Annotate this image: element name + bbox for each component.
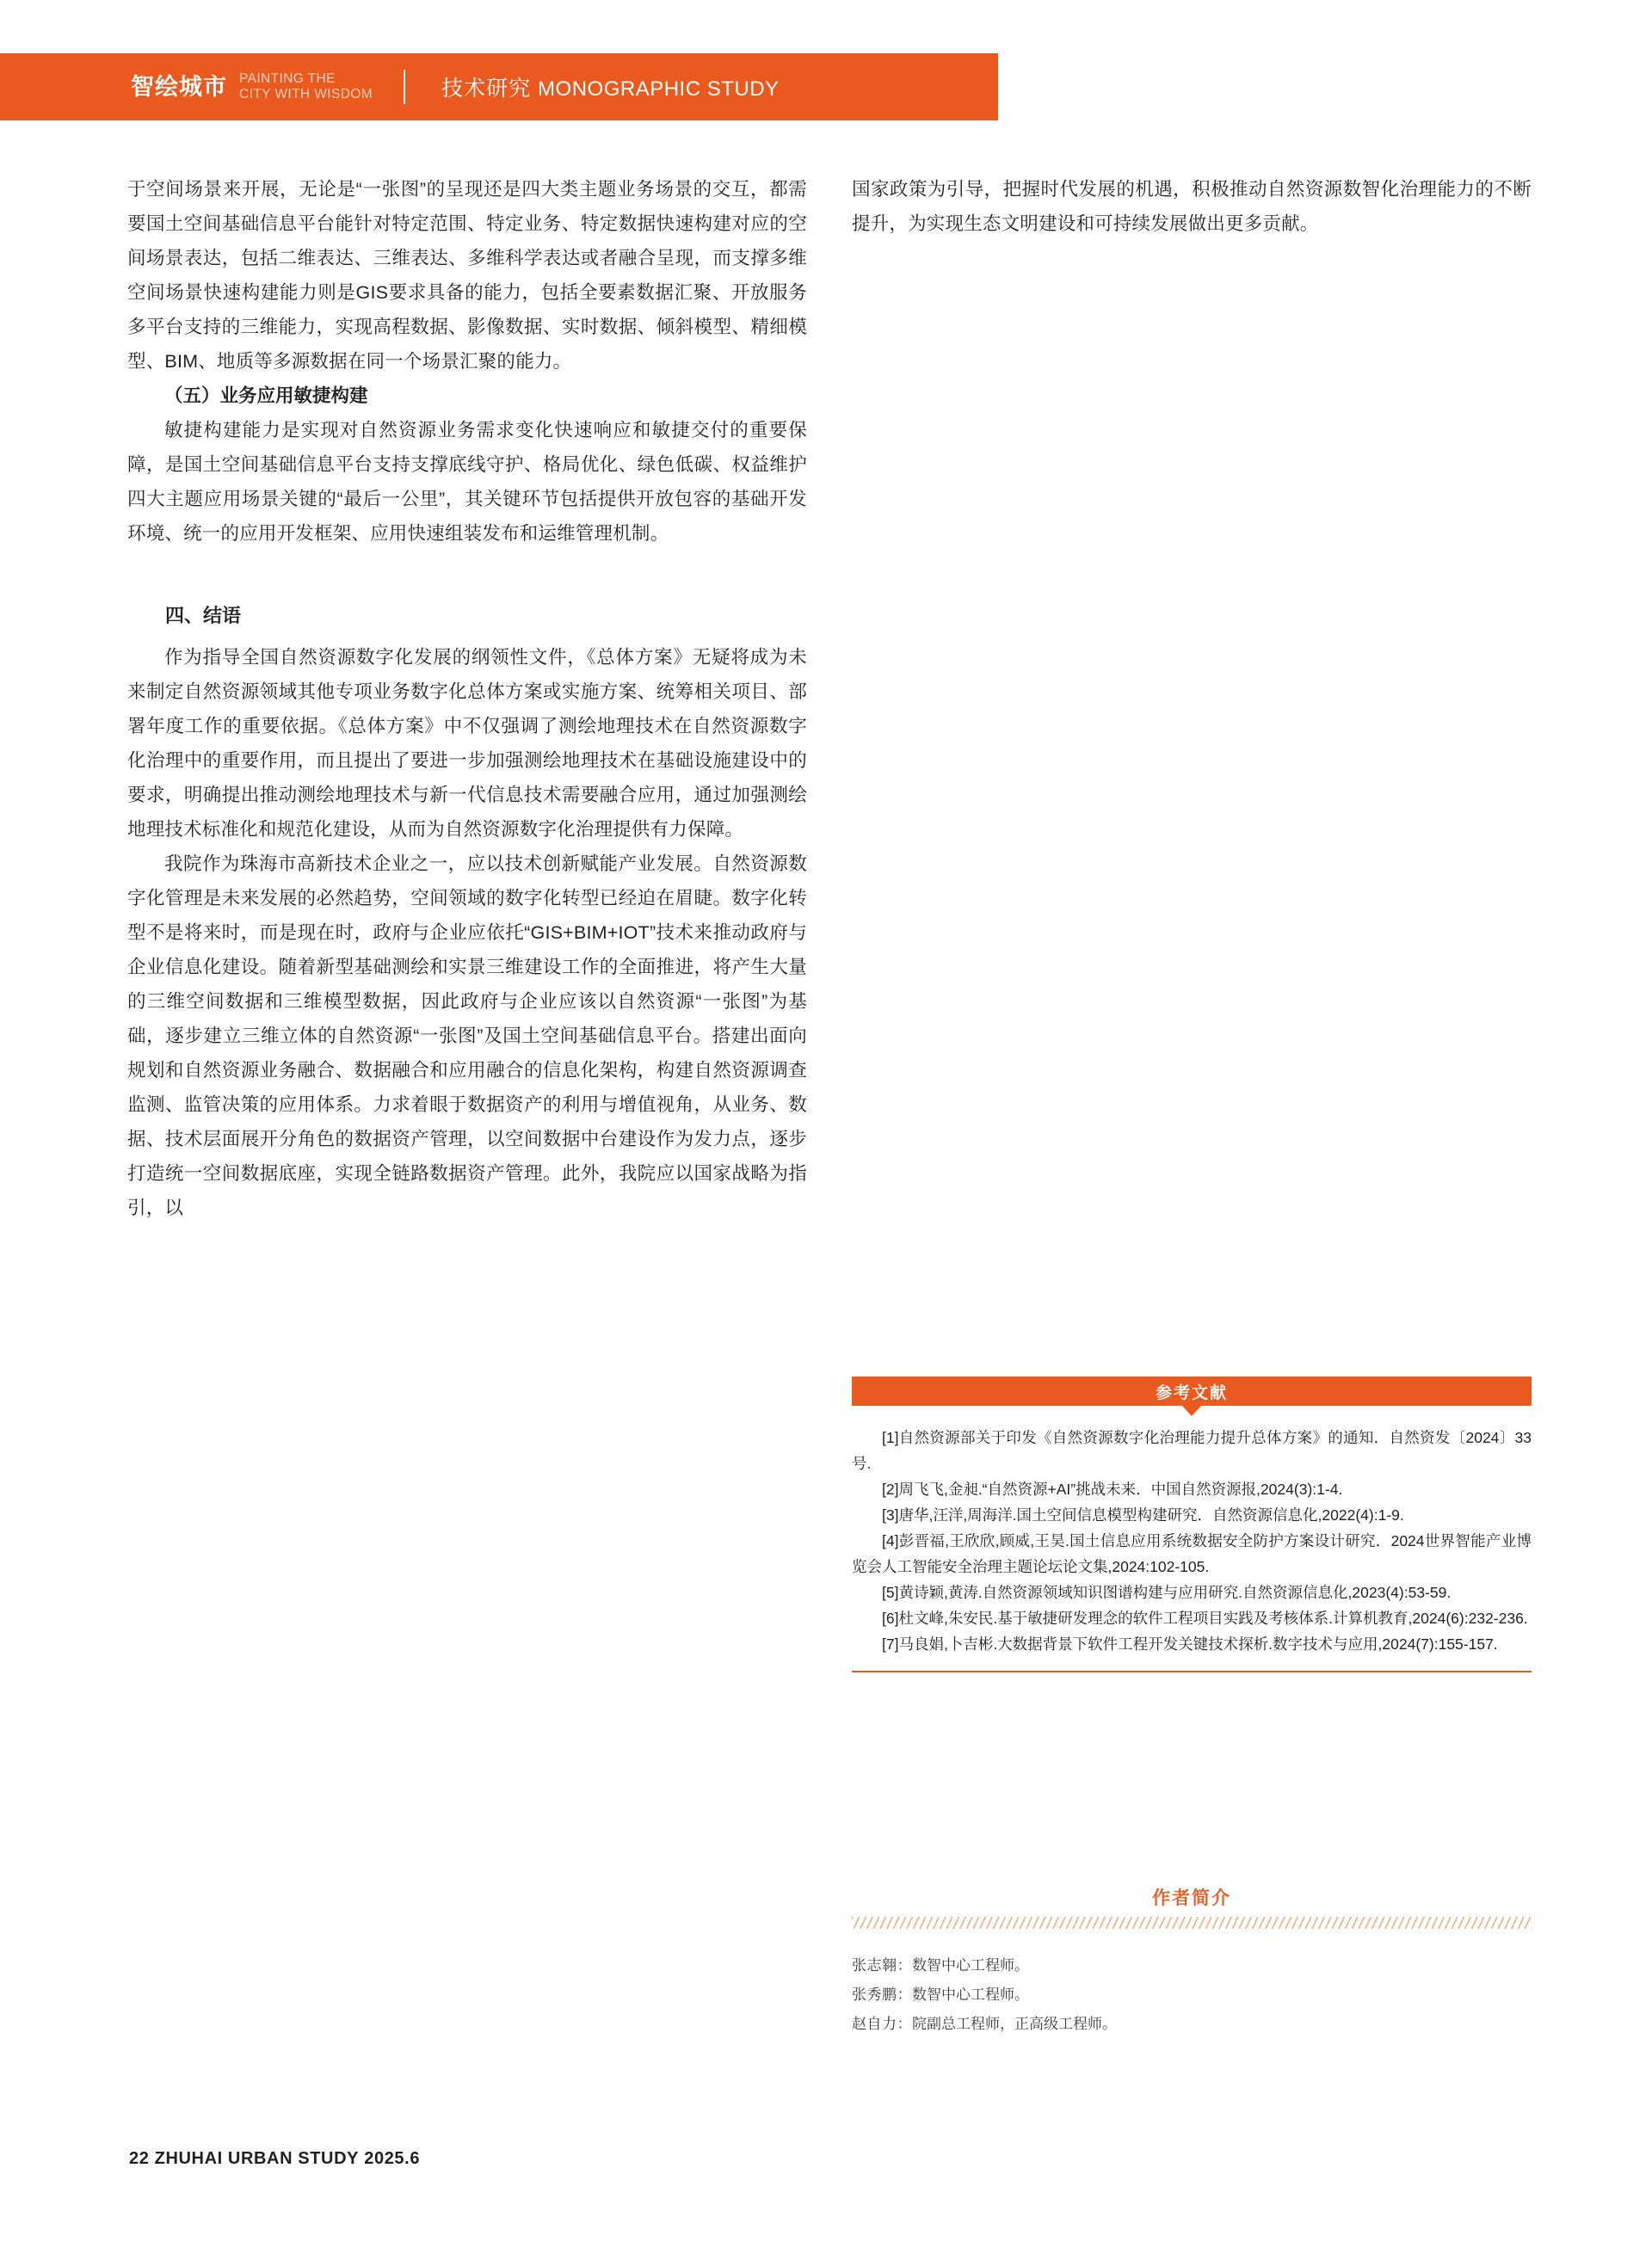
heading-spacer (127, 633, 807, 640)
paragraph-conclusion-2: 我院作为珠海市高新技术企业之一，应以技术创新赋能产业发展。自然资源数字化管理是未来发展的必然趋势，空间领域的数字化转型已经迫在眉睫。数字化转型不是将来时，而是现在时，政府与企业应依托“GIS+BIM+IOT”技术来推动政府与企业信息化建设。随着新型基础测绘和实景三维建设工作的全面推进，将产生大量的三维空间数据和三维模型数据，因此政府与企业应该以自然资源“一张图”为基础，逐步建立三维立体的自然资源“一张图”及国土空间基础信息平台。搭建出面向规划和自然资源业务融合、数据融合和应用融合的信息化架构，构建自然资源调查监测、监管决策的应用体系。力求着眼于数据资产的利用与增值视角，从业务、数据、技术层面展开分角色的数据资产管理，以空间数据中台建设作为发力点，逐步打造统一空间数据底座，实现全链路数据资产管理。此外，我院应以国家战略为指引，以 (127, 853, 807, 1218)
reference-item: [3]唐华,汪洋,周海洋.国土空间信息模型构建研究．自然资源信息化,2022(4):1-9. (882, 1506, 1404, 1524)
brand-title-cn: 智绘城市 (131, 73, 227, 100)
page-header-bar (0, 53, 998, 120)
author-name: 张秀鹏： (852, 1986, 912, 2003)
references-block (852, 1377, 1532, 1672)
author-name: 赵自力： (852, 2016, 912, 2032)
brand-en-line1: PAINTING THE (239, 71, 336, 87)
author-item (852, 1951, 1532, 1980)
left-text-column (127, 172, 807, 1225)
author-item (852, 2010, 1532, 2039)
paragraph-continued: 于空间场景来开展，无论是“一张图”的呈现还是四大类主题业务场景的交互，都需要国土空间基础信息平台能针对特定范围、特定业务、特定数据快速构建对应的空间场景表达，包括二维表达、三维表达、多维科学表达或者融合呈现，而支撑多维空间场景快速构建能力则是GIS要求具备的能力，包括全要素数据汇聚、开放服务多平台支持的三维能力，实现高程数据、影像数据、实时数据、倾斜模型、精细模型、BIM、地质等多源数据在同一个场景汇聚的能力。 (127, 179, 807, 372)
paragraph-agile-build: 敏捷构建能力是实现对自然资源业务需求变化快速响应和敏捷交付的重要保障，是国土空间基础信息平台支持支撑底线守护、格局优化、绿色低碳、权益维护四大主题应用场景关键的“最后一公里”，其关键环节包括提供开放包容的基础开发环境、统一的应用开发框架、应用快速组装发布和运维管理机制。 (127, 420, 807, 544)
references-bottom-rule (852, 1671, 1532, 1672)
author-name: 张志翱： (852, 1957, 912, 1974)
references-title: 参考文献 (1155, 1383, 1228, 1402)
right-text-column (852, 172, 1532, 241)
header-section (441, 71, 779, 102)
footer-issue: 2025.6 (364, 2149, 421, 2168)
brand-title-en (239, 71, 373, 102)
subsection-heading-five: （五）业务应用敏捷构建 (164, 385, 368, 406)
authors-hatch-divider (852, 1917, 1532, 1929)
header-section-en: MONOGRAPHIC STUDY (538, 77, 780, 101)
footer-publication: ZHUHAI URBAN STUDY (154, 2149, 360, 2168)
references-arrow-icon (1182, 1406, 1201, 1416)
paragraph-conclusion-continued: 国家政策为引导，把握时代发展的机遇，积极推动自然资源数智化治理能力的不断提升，为实现生态文明建设和可持续发展做出更多贡献。 (852, 179, 1532, 234)
reference-item: [4]彭晋福,王欣欣,顾威,王昊.国土信息应用系统数据安全防护方案设计研究．2024世界智能产业博览会人工智能安全治理主题论坛论文集,2024:102-105. (852, 1532, 1532, 1575)
author-desc: 数智中心工程师。 (912, 1986, 1029, 2003)
brand-en-line2: CITY WITH WISDOM (239, 87, 373, 102)
paragraph-conclusion-1: 作为指导全国自然资源数字化发展的纲领性文件，《总体方案》无疑将成为未来制定自然资源领域其他专项业务数字化总体方案或实施方案、统筹相关项目、部署年度工作的重要依据。《总体方案》中不仅强调了测绘地理技术在自然资源数字化治理中的重要作用，而且提出了要进一步加强测绘地理技术在基础设施建设中的要求，明确提出推动测绘地理技术与新一代信息技术需要融合应用，通过加强测绘地理技术标准化和规范化建设，从而为自然资源数字化治理提供有力保障。 (127, 647, 807, 840)
author-desc: 数智中心工程师。 (912, 1957, 1029, 1974)
authors-title: 作者简介 (1152, 1888, 1231, 1908)
references-title-bar (852, 1377, 1532, 1406)
page-number: 22 (129, 2149, 150, 2168)
author-desc: 院副总工程师，正高级工程师。 (912, 2016, 1117, 2032)
reference-item: [1]自然资源部关于印发《自然资源数字化治理能力提升总体方案》的通知．自然资发〔2024〕33号. (852, 1429, 1532, 1472)
reference-item: [5]黄诗颖,黄涛.自然资源领域知识图谱构建与应用研究.自然资源信息化,2023(4):53-59. (882, 1584, 1452, 1601)
authors-block (852, 1884, 1532, 2039)
header-divider (404, 70, 405, 104)
section-heading-four: 四、结语 (165, 605, 242, 626)
authors-list (852, 1951, 1532, 2039)
header-section-cn: 技术研究 (441, 77, 532, 101)
references-list (852, 1425, 1532, 1657)
section-spacer (127, 551, 807, 599)
page-footer (129, 2149, 420, 2169)
reference-item: [6]杜文峰,朱安民.基于敏捷研发理念的软件工程项目实践及考核体系.计算机教育,2024(6):232-236. (882, 1610, 1528, 1627)
header-inner (131, 70, 780, 104)
reference-item: [7]马良娟,卜吉彬.大数据背景下软件工程开发关键技术探析.数字技术与应用,2024(7):155-157. (882, 1635, 1498, 1653)
author-item (852, 1980, 1532, 2010)
reference-item: [2]周飞飞,金昶.“自然资源+AI”挑战未来．中国自然资源报,2024(3):1-4. (882, 1481, 1343, 1498)
